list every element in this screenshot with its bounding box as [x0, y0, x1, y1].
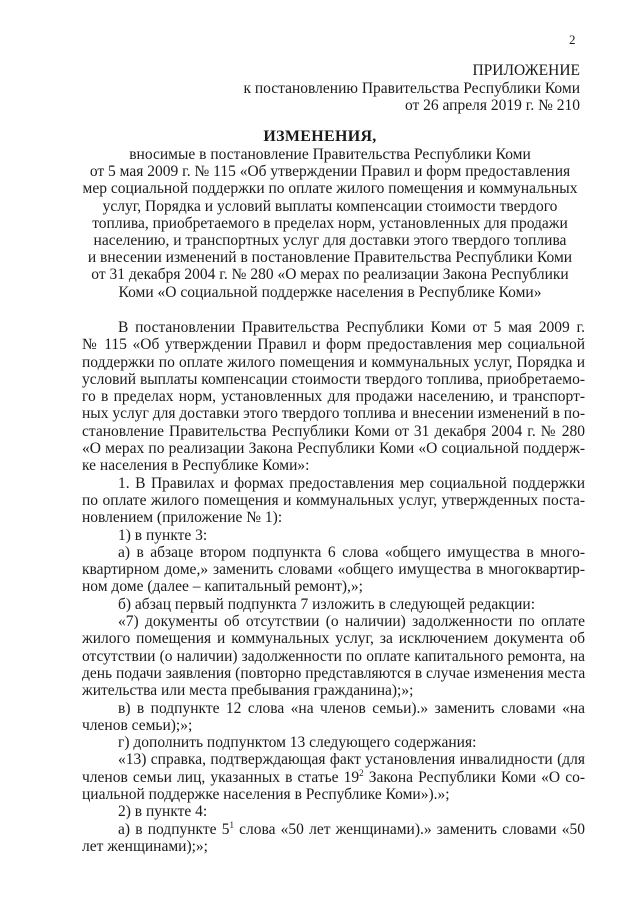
- body-line: жительства или места пребывания гражданина);»;: [82, 682, 414, 700]
- body-line: квартирном доме,» заменить словами «общего имущества в многоквартир-: [82, 561, 585, 579]
- body-line-part: а) в подпункте 5: [118, 820, 230, 838]
- body-line: «13) справка, подтверждающая факт установления инвалидности (для: [118, 751, 585, 769]
- subtitle-line: населению, и транспортных услуг для доставки этого твердого топлива: [93, 232, 567, 250]
- subtitle-line: вносимые в постановление Правительства Республики Коми: [129, 146, 531, 163]
- body-line: новлением (приложение № 1):: [82, 509, 283, 527]
- appendix-header: [243, 62, 580, 115]
- subtitle-line: топлива, приобретаемого в пределах норм, установленных для продажи: [92, 214, 568, 232]
- body-line: в) в подпункте 12 слова «на членов семьи).» заменить словами «на: [118, 699, 585, 717]
- body-line: лет женщинами);»;: [82, 837, 208, 855]
- subtitle-line: услуг, Порядка и условий выплаты компенсации стоимости твердого: [102, 197, 558, 215]
- superscript: 2: [359, 767, 364, 778]
- appendix-line-1: к постановлению Правительства Республики Коми: [243, 79, 580, 97]
- body-line-part: Закона Республики Коми «О со-: [363, 768, 585, 786]
- body-line: [82, 769, 585, 786]
- body-line: по оплате жилого помещения и коммунальных услуг, утвержденных поста-: [82, 491, 585, 509]
- subtitle-line: от 31 декабря 2004 г. № 280 «О мерах по реализации Закона Республики: [91, 266, 569, 284]
- body-line: становление Правительства Республики Коми от 31 декабря 2004 г. № 280: [82, 422, 585, 440]
- body-line: 2) в пункте 4:: [118, 803, 208, 821]
- appendix-line-2: от 26 апреля 2019 г. № 210: [404, 97, 580, 114]
- body-line: ке населения в Республике Коми»:: [82, 457, 310, 475]
- body-line: 1) в пункте 3:: [118, 526, 208, 544]
- document-body: [82, 319, 585, 855]
- body-line: членов семьи);»;: [82, 716, 193, 734]
- subtitle-line: от 5 мая 2009 г. № 115 «Об утверждении Правил и форм предоставления: [89, 163, 571, 181]
- body-line: 1. В Правилах и формах предоставления мер социальной поддержки: [118, 474, 585, 492]
- body-line: № 115 «Об утверждении Правил и форм предоставления мер социальной: [82, 336, 585, 354]
- subtitle-line: мер социальной поддержки по оплате жилого помещения и коммунальных: [82, 180, 578, 198]
- body-line: «7) документы об отсутствии (о наличии) задолженности по оплате: [118, 613, 585, 631]
- appendix-heading: ПРИЛОЖЕНИЕ: [472, 62, 580, 79]
- body-line: «О мерах по реализации Закона Республики Коми «О социальной поддерж-: [82, 440, 585, 458]
- page-number: 2: [569, 32, 576, 47]
- subtitle-line: Коми «О социальной поддержке населения в Республике Коми»: [118, 283, 542, 301]
- subtitle-line: и внесении изменений в постановление Правительства Республики Коми: [87, 249, 573, 267]
- body-line: г) дополнить подпунктом 13 следующего содержания:: [118, 734, 477, 752]
- body-line-part: слова «50 лет женщинами).» заменить словами «50: [233, 820, 585, 838]
- body-line-part: членов семьи лиц, указанных в статье 19: [82, 768, 360, 786]
- body-line: циальной поддержке населения в Республике Коми»).»;: [82, 786, 450, 804]
- body-line: жилого помещения и коммунальных услуг, за исключением документа об: [82, 630, 585, 648]
- body-line: В постановлении Правительства Республики Коми от 5 мая 2009 г.: [118, 319, 585, 336]
- body-line: го в пределах норм, установленных для продажи населению, и транспорт-: [82, 388, 585, 406]
- body-line: условий выплаты компенсации стоимости твердого топлива, приобретаемо-: [82, 370, 585, 388]
- body-line: б) абзац первый подпункта 7 изложить в следующей редакции:: [118, 595, 536, 613]
- superscript: 1: [229, 819, 234, 830]
- document-title: ИЗМЕНЕНИЯ,: [263, 128, 377, 145]
- body-line: а) в абзаце втором подпункта 6 слова «общего имущества в много-: [118, 543, 585, 561]
- body-line: поддержки по оплате жилого помещения и коммунальных услуг, Порядка и: [82, 353, 585, 371]
- body-line: [82, 821, 585, 838]
- body-line: ном доме (далее – капитальный ремонт),»;: [82, 578, 363, 596]
- body-line: отсутствии (о наличии) задолженности по оплате капитального ремонта, на: [82, 647, 585, 665]
- body-line: день подачи заявления (повторно представляются в случае изменения места: [82, 664, 586, 682]
- document-subtitle: [60, 146, 600, 301]
- body-line: ных услуг для доставки этого твердого топлива и внесении изменений в по-: [82, 405, 585, 423]
